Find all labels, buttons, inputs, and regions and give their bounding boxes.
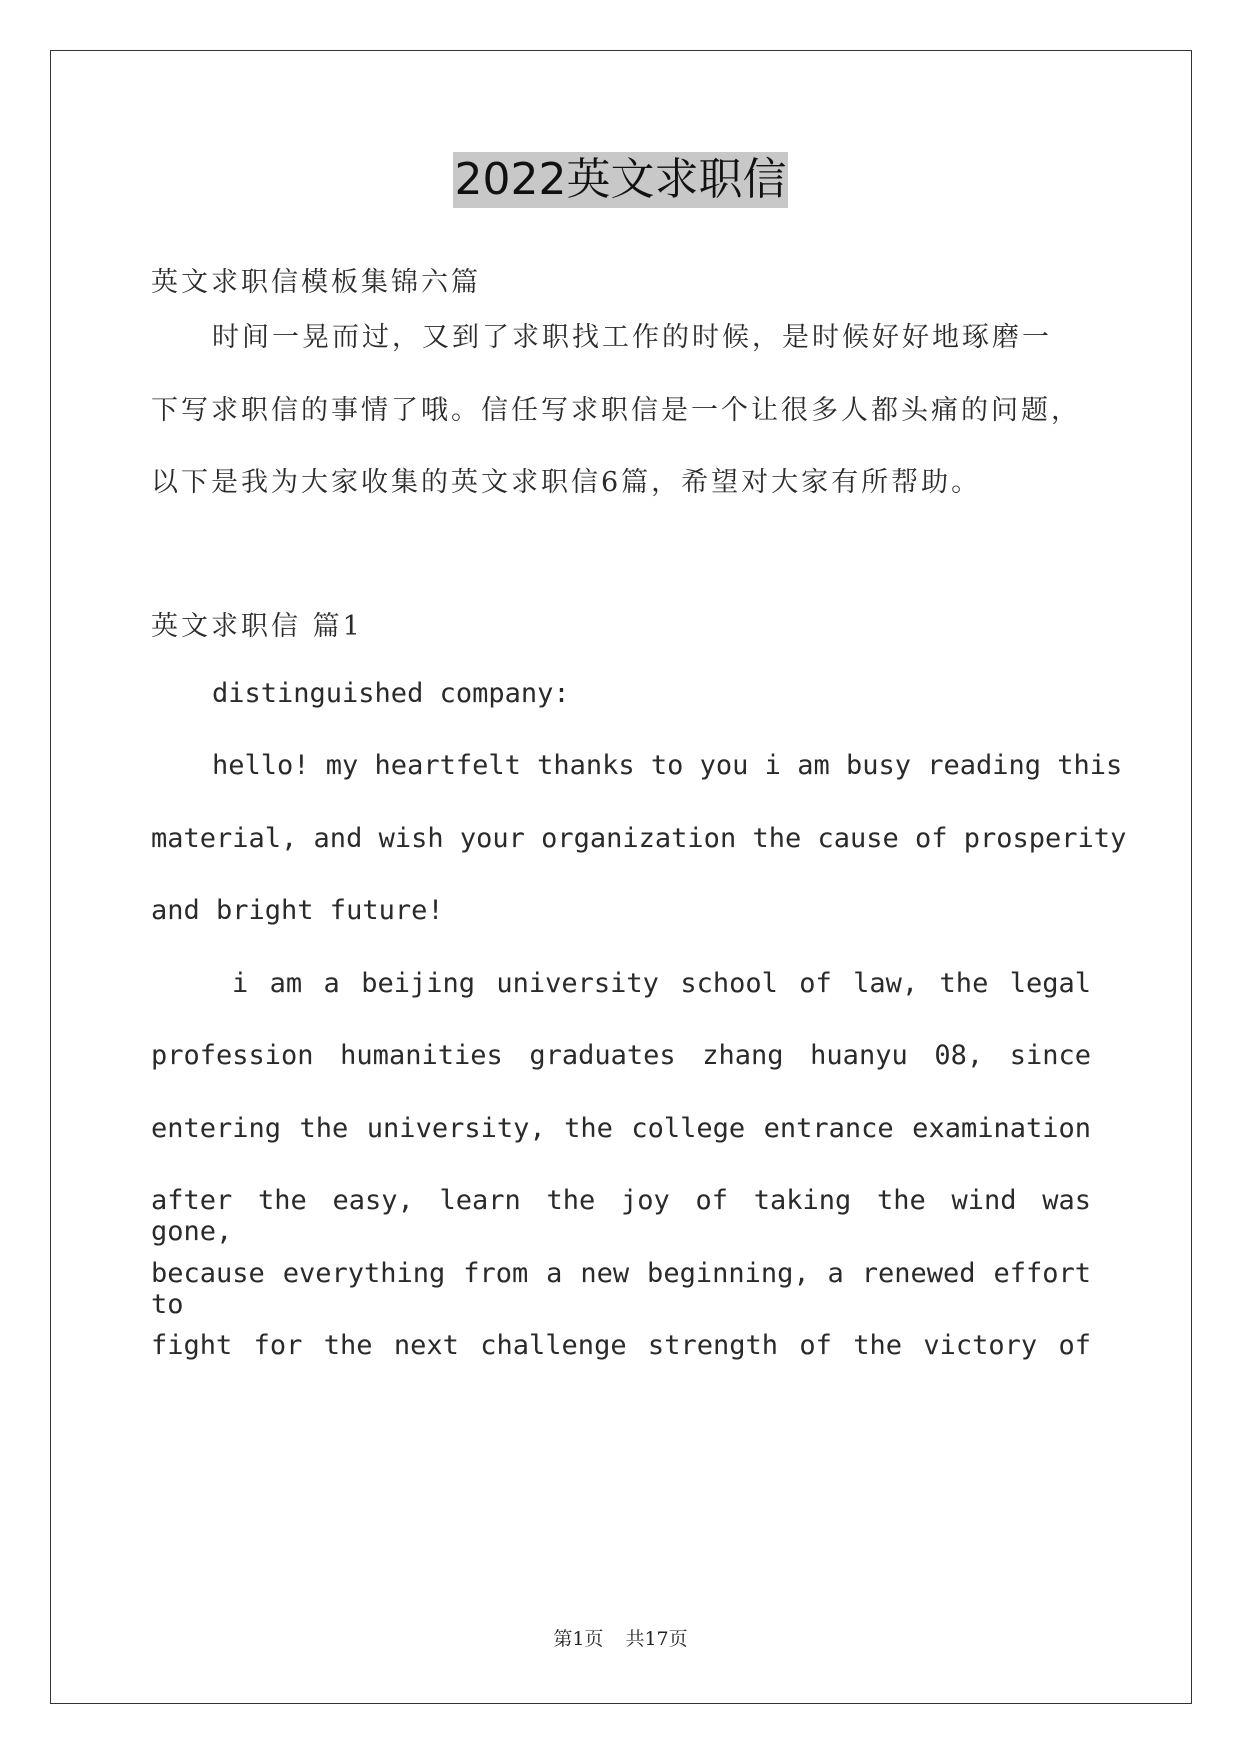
letter-line: i am a beijing university school of law, the legal xyxy=(232,968,1091,999)
section-heading: 英文求职信 篇1 xyxy=(151,611,363,642)
title-container xyxy=(0,152,1241,208)
intro-paragraph-line: 以下是我为大家收集的英文求职信6篇，希望对大家有所帮助。 xyxy=(151,467,982,498)
page-total: 共17页 xyxy=(625,1628,688,1650)
letter-line: hello! my heartfelt thanks to you i am busy reading this xyxy=(212,750,1123,781)
letter-line: and bright future! xyxy=(151,895,444,926)
page-number: 第1页 xyxy=(553,1628,604,1650)
letter-line: profession humanities graduates zhang huanyu 08, since xyxy=(151,1040,1091,1071)
letter-line: fight for the next challenge strength of the victory of xyxy=(151,1330,1091,1361)
document-title: 2022英文求职信 xyxy=(453,152,789,208)
intro-paragraph-line: 下写求职信的事情了哦。信任写求职信是一个让很多人都头痛的问题， xyxy=(151,395,1081,426)
page-footer xyxy=(0,1624,1241,1651)
document-subtitle: 英文求职信模板集锦六篇 xyxy=(151,267,481,298)
letter-line: after the easy, learn the joy of taking the wind was gone, xyxy=(151,1185,1091,1247)
letter-line: entering the university, the college entrance examination xyxy=(151,1113,1091,1144)
letter-line: material, and wish your organization the cause of prosperity xyxy=(151,823,1127,854)
intro-paragraph-line: 时间一晃而过，又到了求职找工作的时候，是时候好好地琢磨一 xyxy=(212,322,1052,353)
letter-salutation: distinguished company: xyxy=(212,678,570,709)
letter-line: because everything from a new beginning, a renewed effort to xyxy=(151,1258,1091,1320)
